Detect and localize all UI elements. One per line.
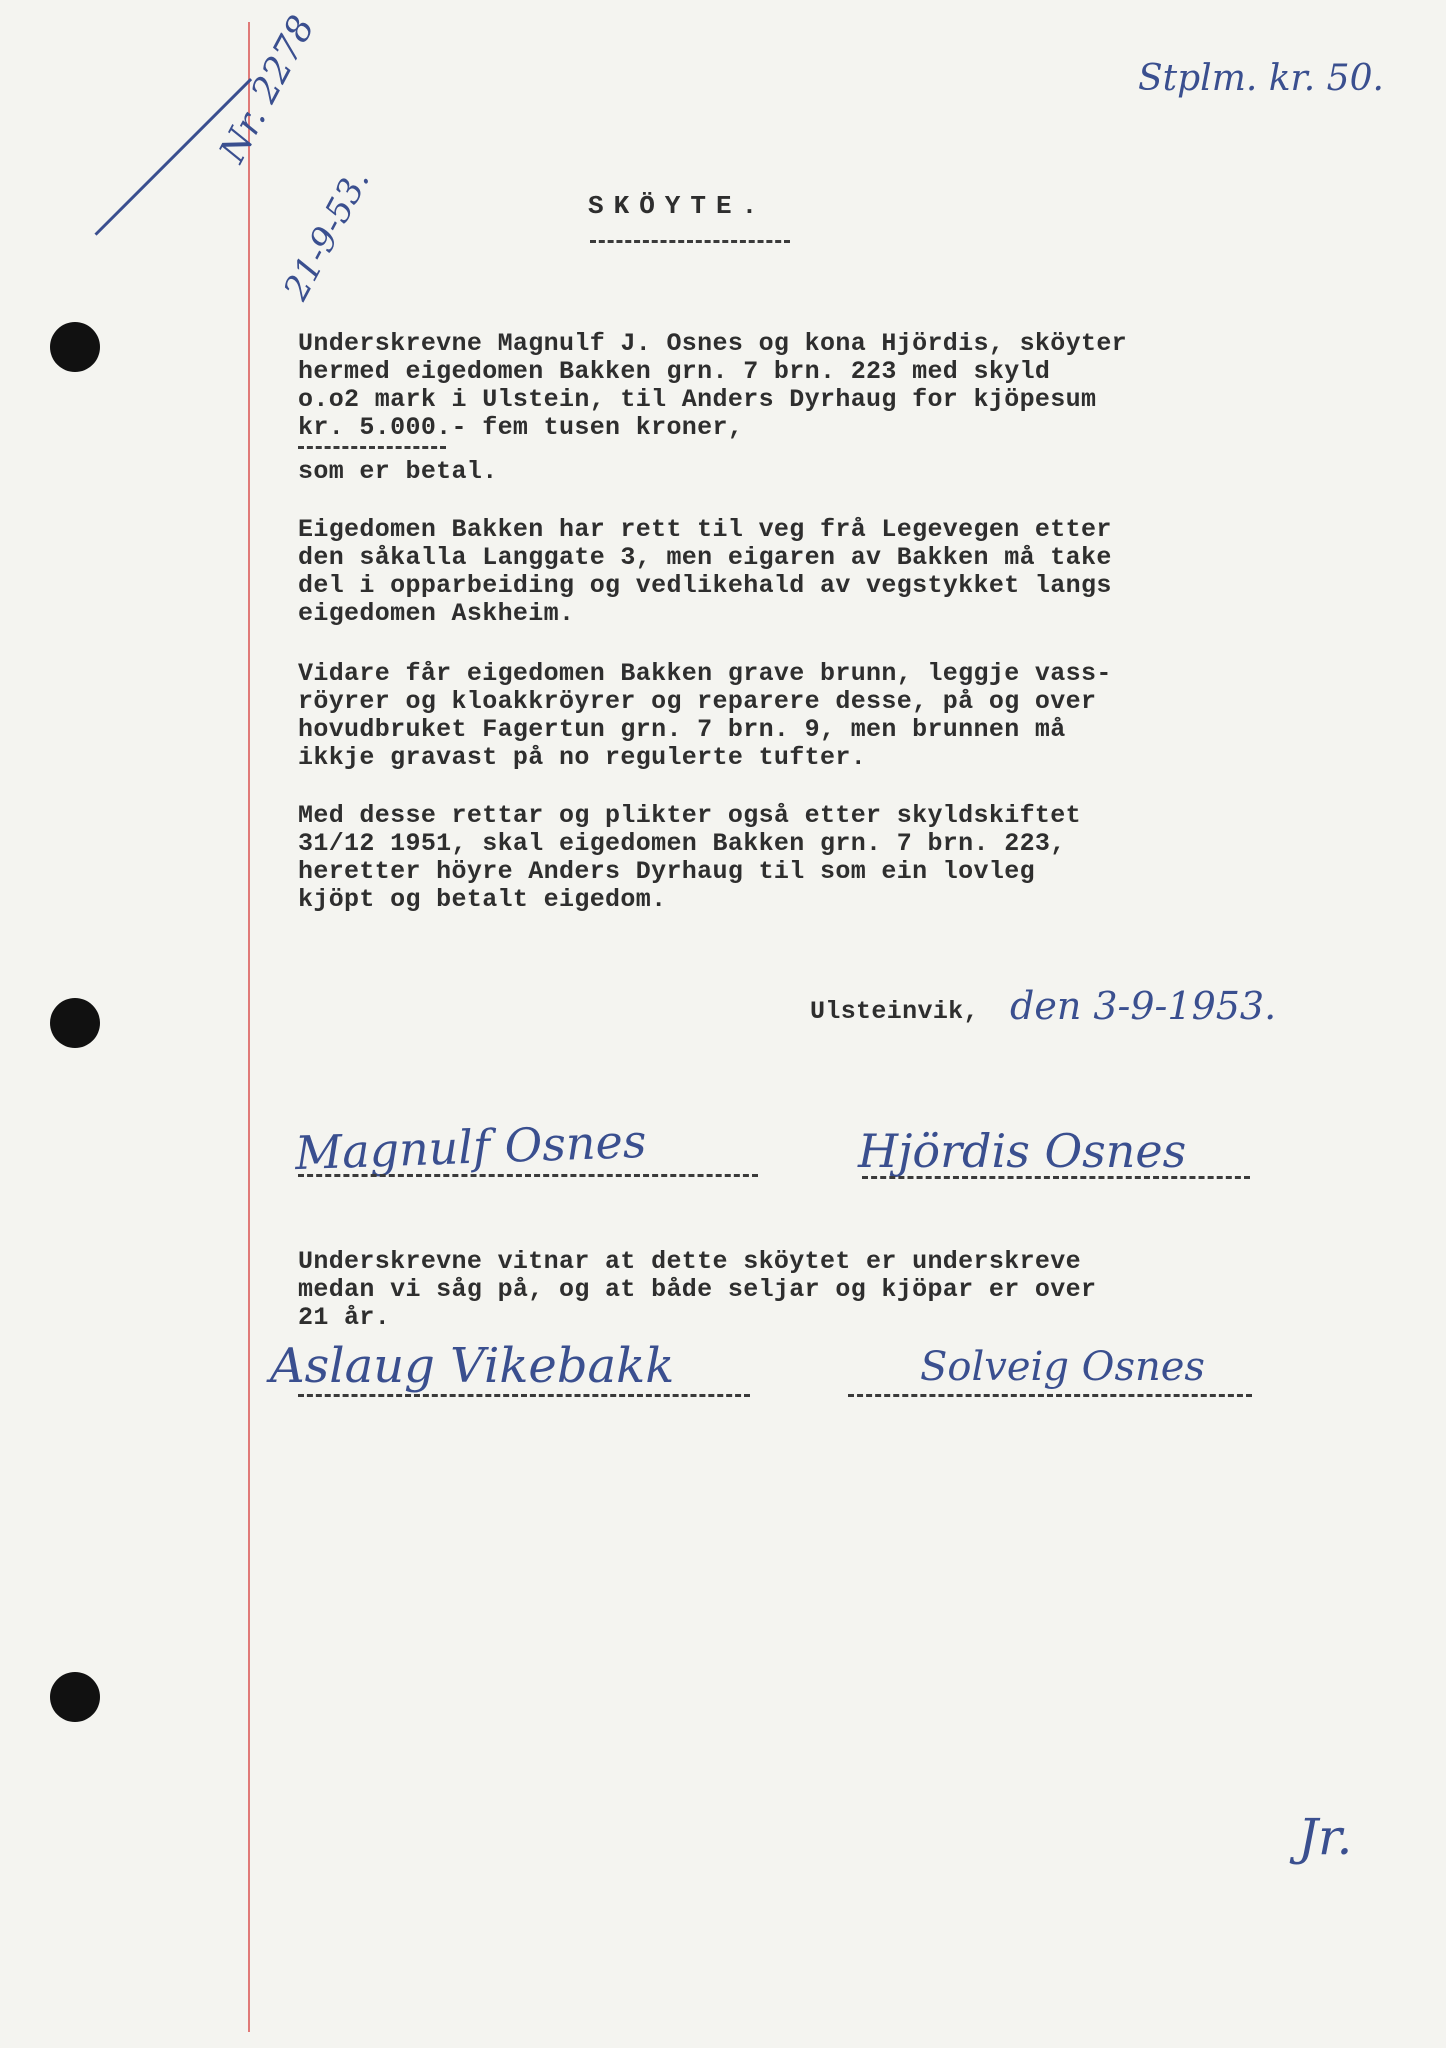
footer-initials: Jr.: [1298, 1808, 1353, 1866]
paragraph-3-line-1: Vidare får eigedomen Bakken grave brunn, leggje vass-: [298, 659, 1112, 688]
signature-line-witness-1: [298, 1394, 750, 1397]
signature-line-seller-2: [862, 1176, 1250, 1179]
signature-witness-1: Aslaug Vikebakk: [270, 1338, 675, 1394]
paragraph-3-line-4: ikkje gravast på no regulerte tufter.: [298, 743, 867, 772]
signature-line-seller-1: [298, 1174, 758, 1177]
paragraph-1-line-4: kr. 5.000.- fem tusen kroner,: [298, 413, 744, 442]
margin-line: [248, 22, 250, 2032]
signature-seller-2: Hjördis Osnes: [858, 1124, 1187, 1178]
date-handwritten: den 3-9-1953.: [1010, 984, 1277, 1028]
paragraph-1-line-5: som er betal.: [298, 457, 498, 486]
price-underline: [298, 446, 446, 449]
place-text: Ulsteinvik,: [810, 997, 979, 1026]
punch-hole-middle: [50, 998, 100, 1048]
registration-date: 21-9-53.: [276, 162, 378, 307]
witness-line-3: 21 år.: [298, 1303, 391, 1332]
paragraph-1-line-2: hermed eigedomen Bakken grn. 7 brn. 223 med skyld: [298, 357, 1051, 386]
paragraph-3-line-2: röyrer og kloakkröyrer og reparere desse, på og over: [298, 687, 1097, 716]
witness-line-1: Underskrevne vitnar at dette sköytet er underskreve: [298, 1247, 1081, 1276]
paragraph-1-line-3: o.o2 mark i Ulstein, til Anders Dyrhaug for kjöpesum: [298, 385, 1097, 414]
document-title: SKÖYTE.: [588, 191, 768, 221]
title-underline: [590, 240, 790, 243]
paragraph-2-line-3: del i opparbeiding og vedlikehald av vegstykket langs: [298, 571, 1112, 600]
paragraph-2-line-2: den såkalla Langgate 3, men eigaren av Bakken må take: [298, 543, 1112, 572]
signature-seller-1: Magnulf Osnes: [294, 1113, 648, 1181]
paragraph-3-line-3: hovudbruket Fagertun grn. 7 brn. 9, men brunnen må: [298, 715, 1066, 744]
paragraph-4-line-2: 31/12 1951, skal eigedomen Bakken grn. 7 brn. 223,: [298, 829, 1066, 858]
paragraph-4-line-1: Med desse rettar og plikter også etter skyldskiftet: [298, 801, 1081, 830]
signature-line-witness-2: [848, 1394, 1252, 1397]
paragraph-2-line-4: eigedomen Askheim.: [298, 599, 575, 628]
signature-witness-2: Solveig Osnes: [920, 1344, 1205, 1390]
paragraph-2-line-1: Eigedomen Bakken har rett til veg frå Legevegen etter: [298, 515, 1112, 544]
fee-note: Stplm. kr. 50.: [1138, 58, 1384, 99]
registration-number: Nr. 2278: [212, 9, 323, 170]
paragraph-4-line-4: kjöpt og betalt eigedom.: [298, 885, 667, 914]
paragraph-4-line-3: heretter höyre Anders Dyrhaug til som ein lovleg: [298, 857, 1035, 886]
paragraph-1-line-1: Underskrevne Magnulf J. Osnes og kona Hjördis, sköyter: [298, 329, 1128, 358]
witness-line-2: medan vi såg på, og at både seljar og kjöpar er over: [298, 1275, 1097, 1304]
punch-hole-bottom: [50, 1672, 100, 1722]
punch-hole-top: [50, 322, 100, 372]
